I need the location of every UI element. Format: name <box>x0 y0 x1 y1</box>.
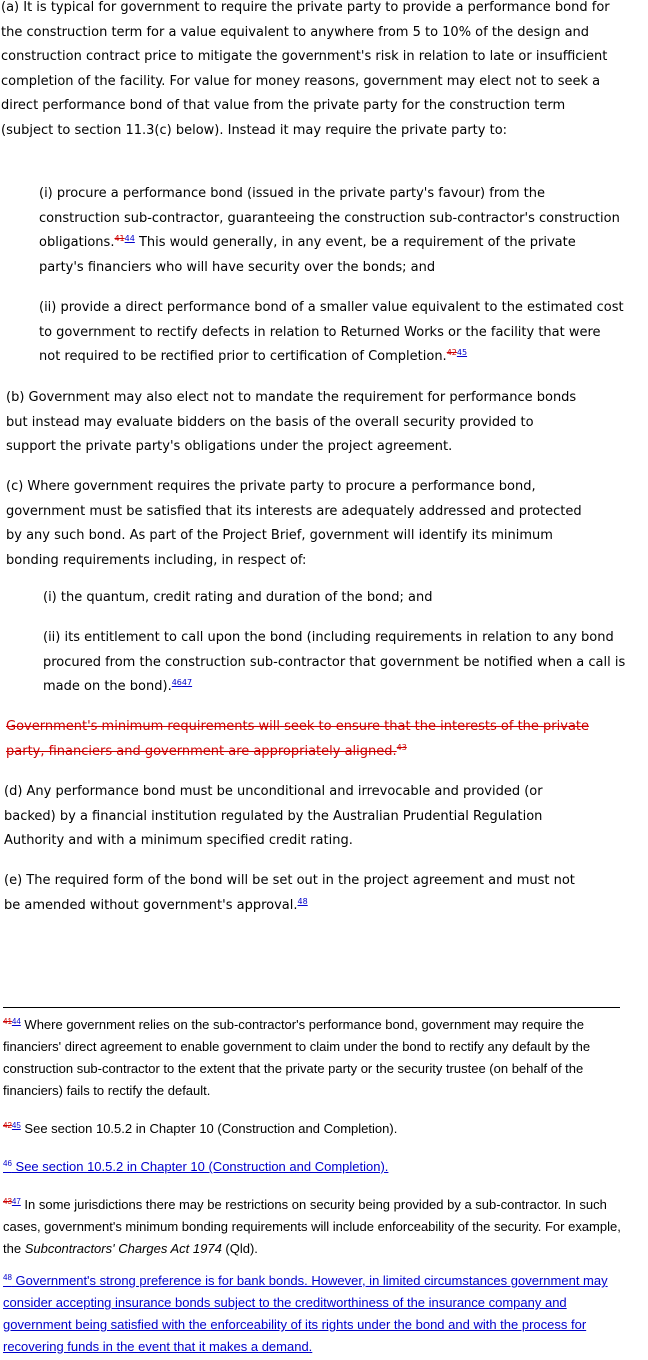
footnote-3-text[interactable]: See section 10.5.2 in Chapter 10 (Construction and Completion). <box>11 1159 389 1174</box>
paragraph-b <box>6 386 586 460</box>
paragraph-a-item-i <box>39 182 624 280</box>
paragraph-d-text: (d) Any performance bond must be unconditional and irrevocable and provided (or backed) by a financial institution regulated by the Australian Prudential Regulation Authority and with a minimum specified credit rating. <box>4 784 543 848</box>
footnote-1-text: Where government relies on the sub-contractor's performance bond, government may require the financiers' direct agreement to enable government to claim under the bond to rectify any default by the construction sub-contractor to the extent that the private party or the security trustee (on behalf of the financiers) fails to rectify the default. <box>3 1017 591 1098</box>
paragraph-c-item-i <box>43 586 628 611</box>
footnote-number-inserted[interactable]: 48 <box>3 1273 12 1282</box>
item-ii-text: (ii) its entitlement to call upon the bond (including requirements in relation to any bond procured from the construction sub-contractor that government be notified when a call is made on the bond). <box>43 630 626 694</box>
footnote-3[interactable] <box>3 1156 628 1178</box>
footnote-separator <box>3 1007 620 1008</box>
paragraph-c-text: (c) Where government requires the private party to procure a performance bond, government must be satisfied that its interests are adequately addressed and protected by any such bond. As part of the Project Brief, government will identify its minimum bonding requirements including, in respect of: <box>6 479 582 568</box>
footnote-2-text: See section 10.5.2 in Chapter 10 (Construction and Completion). <box>20 1121 398 1136</box>
paragraph-a-item-ii <box>39 296 624 370</box>
deleted-paragraph-text: Government's minimum requirements will seek to ensure that the interests of the private party, financiers and government are appropriately aligned. <box>6 719 590 759</box>
paragraph-c-item-ii <box>43 626 633 700</box>
paragraph-a <box>1 0 621 143</box>
footnote-number-inserted[interactable]: 44 <box>11 1017 21 1026</box>
paragraph-e-text: (e) The required form of the bond will be set out in the project agreement and must not be amended without government's approval. <box>4 873 575 913</box>
footnote-number-inserted[interactable]: 46 <box>3 1159 12 1168</box>
paragraph-c <box>6 475 586 573</box>
footnote-ref-inserted[interactable]: 46 <box>171 678 182 687</box>
footnote-4-act-title: Subcontractors' Charges Act 1974 <box>24 1241 222 1256</box>
footnote-number-inserted[interactable]: 45 <box>11 1121 21 1130</box>
deleted-paragraph <box>6 715 616 764</box>
footnote-4-text-after: (Qld). <box>221 1241 258 1256</box>
paragraph-b-text: (b) Government may also elect not to mandate the requirement for performance bonds but instead may evaluate bidders on the basis of the overall security provided to support the private party's obligations under the project agreement. <box>6 390 577 454</box>
footnote-ref-inserted[interactable]: 44 <box>124 234 135 243</box>
footnote-number-deleted: 43 <box>3 1197 12 1206</box>
footnote-5-text[interactable]: Government's strong preference is for bank bonds. However, in limited circumstances government may consider accepting insurance bonds subject to the creditworthiness of the insurance company and government being satisfied with the enforceability of its rights under the bond and with the process for recovering funds in the event that it makes a demand. <box>3 1273 608 1354</box>
item-ii-text: (ii) provide a direct performance bond of a smaller value equivalent to the estimated cost to government to rectify defects in relation to Returned Works or the facility that were not required to be rectified prior to certification of Completion. <box>39 300 624 364</box>
footnote-4 <box>3 1194 628 1260</box>
footnote-4-text: In some jurisdictions there may be restrictions on security being provided by a sub-contractor. In such cases, government's minimum bonding requirements will include enforceability of the security. For example, the <box>3 1197 621 1256</box>
footnote-number-deleted: 42 <box>3 1121 12 1130</box>
footnote-ref-inserted[interactable]: 47 <box>181 678 193 687</box>
footnote-ref-inserted[interactable]: 45 <box>456 348 468 357</box>
footnote-number-inserted[interactable]: 47 <box>11 1197 21 1206</box>
paragraph-a-text: (a) It is typical for government to require the private party to provide a performance bond for the construction term for a value equivalent to anywhere from 5 to 10% of the design and construction contract price to mitigate the government's risk in relation to late or insufficient completion of the facility. For value for money reasons, government may elect not to seek a direct performance bond of that value from the private party for the construction term (subject to section 11.3(c) below). Instead it may require the private party to: <box>1 0 610 138</box>
footnote-ref-inserted[interactable]: 48 <box>297 896 308 906</box>
item-i-text: (i) the quantum, credit rating and duration of the bond; and <box>43 590 433 605</box>
item-i-text-after: This would generally, in any event, be a requirement of the private party's financiers who will have security over the bonds; and <box>39 235 576 275</box>
footnote-1 <box>3 1014 628 1102</box>
footnote-2 <box>3 1118 628 1140</box>
paragraph-e <box>4 869 594 918</box>
footnote-ref-deleted: 42 <box>446 348 457 357</box>
paragraph-d <box>4 780 584 854</box>
footnote-5[interactable] <box>3 1270 635 1358</box>
footnote-ref-deleted: 41 <box>114 234 125 243</box>
footnote-ref-deleted: 43 <box>396 742 407 752</box>
footnote-number-deleted: 41 <box>3 1017 12 1026</box>
item-i-text: (i) procure a performance bond (issued in the private party's favour) from the construction sub-contractor, guaranteeing the construction sub-contractor's construction obligations. <box>39 186 620 250</box>
